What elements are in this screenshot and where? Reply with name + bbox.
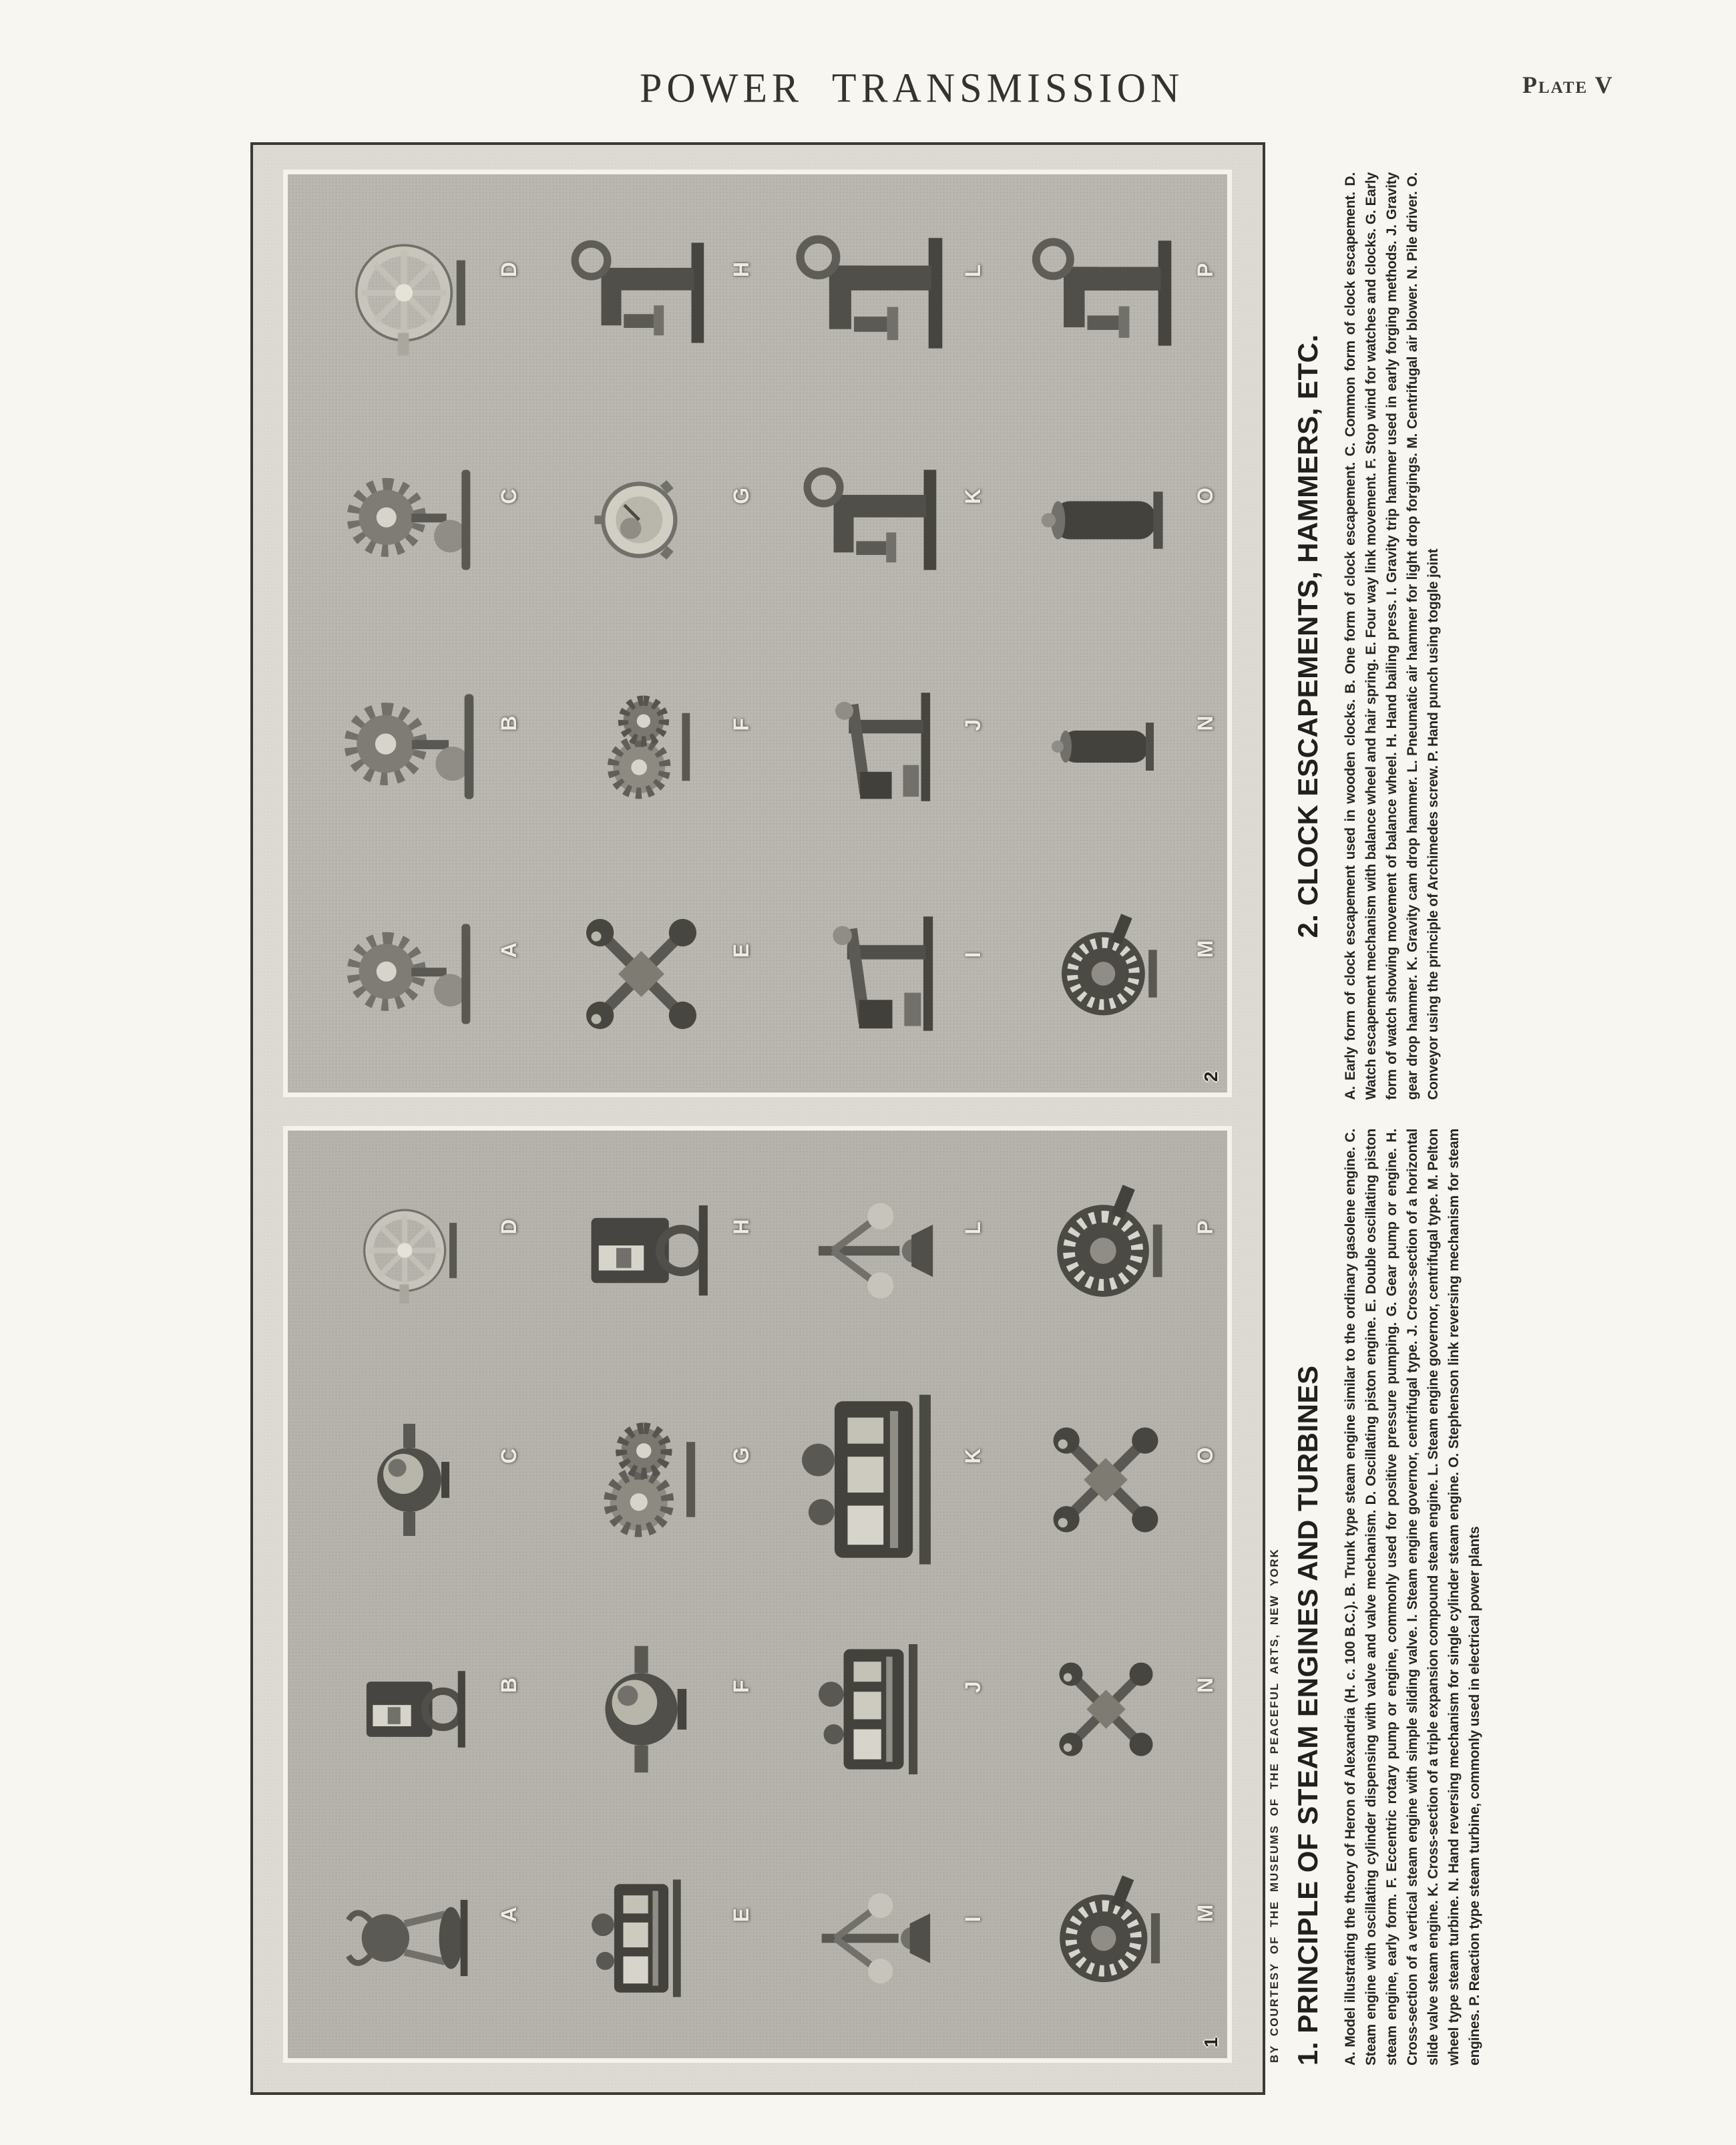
specimen-cell-1-N (990, 1595, 1222, 1824)
specimen-cell-2-J (758, 634, 990, 861)
press-frame-icon (1027, 214, 1184, 372)
turbine-wheel-icon (1031, 1863, 1181, 2013)
escapement-wheel-icon (334, 445, 484, 595)
rotary-pump-icon (574, 1641, 709, 1777)
specimen-cell-2-H (525, 180, 758, 407)
cylinder-icon (1046, 687, 1166, 807)
specimen-cell-2-I (758, 860, 990, 1087)
specimen-cell-2-P (990, 180, 1222, 407)
specimen-cell-2-A (293, 860, 525, 1087)
heron-engine-icon (338, 1867, 481, 2009)
specimen-letter: N (1193, 1678, 1217, 1694)
specimen-letter: A (496, 942, 521, 958)
specimen-cell-1-F (525, 1595, 758, 1824)
specimen-letter: O (1193, 1446, 1217, 1464)
specimen-cell-1-L (758, 1136, 990, 1365)
specimen-letter: B (496, 715, 521, 731)
specimen-grid-steam (293, 1136, 1222, 2053)
cylinder-icon (1034, 449, 1177, 592)
specimen-letter: P (1193, 262, 1217, 278)
specimen-cell-1-K (758, 1365, 990, 1594)
specimen-cell-2-C (293, 407, 525, 634)
section-1-caption: A. Model illustrating the theory of Heron of Alexandria (H. c. 100 B.C.). B. Trunk type steam engine similar to the ordinary gasolene engine. C. Steam engine with oscillating cylinder dispensing with valve and valve mechanism. D. Oscillating piston engine. E. Double oscillating piston steam engine, early form. F. Eccentric rotary pump or engine, commonly used for positive pressure pumping. G. Gear pump or engine. H. Cross-section of a vertical steam engine with simple sliding valve. I. Steam engine governor, centrifugal type. J. Cross-section of a horizontal slide valve steam engine. K. Cross-section of a triple expansion compound steam engine. L. Steam engine governor, centrifugal type. M. Pelton wheel type steam turbine. N. Hand reversing mechanism for single cylinder steam engine. O. Stephenson link reversing mechanism for steam engines. P. Reaction type steam turbine, commonly used in electrical power plants (1343, 1129, 1482, 2066)
horizontal-engine-icon (574, 1871, 709, 2006)
section-1-title: 1. PRINCIPLE OF STEAM ENGINES AND TURBINES (1292, 1365, 1323, 2066)
governor-icon (806, 1871, 941, 2006)
specimen-cell-1-G (525, 1365, 758, 1594)
horizontal-engine-icon (799, 1634, 949, 1784)
specimen-cell-2-L (758, 180, 990, 407)
escapement-wheel-icon (334, 899, 484, 1049)
plate-number-label: Plate V (1522, 71, 1614, 98)
balance-wheel-icon (334, 218, 484, 368)
specimen-letter: C (496, 1448, 521, 1464)
watch-movement-icon (578, 456, 705, 584)
specimen-cell-1-J (758, 1595, 990, 1824)
specimen-cell-1-D (293, 1136, 525, 1365)
vertical-engine-icon (566, 1175, 716, 1326)
specimen-letter: C (496, 488, 521, 504)
specimen-letter: G (728, 1446, 753, 1464)
specimen-cell-2-E (525, 860, 758, 1087)
section-2-caption: A. Early form of clock escapement used in wooden clocks. B. One form of clock escapement. C. Common form of clock escapement. D. Watch escapement mechanism with balance wheel and hair spring. E. Four way link movement. F. Stop wind for watches and clocks. G. Early form of watch showing movement of balance wheel. H. Hand bailing press. I. Gravity trip hammer used in early forging methods. J. Gravity gear drop hammer. K. Gravity cam drop hammer. L. Pneumatic air hammer for light drop forgings. M. Centrifugal air blower. N. Pile driver. O. Conveyor using the principle of Archimedes screw. P. Hand punch using toggle joint (1343, 172, 1441, 1100)
specimen-cell-2-K (758, 407, 990, 634)
specimen-cell-2-O (990, 407, 1222, 634)
specimen-letter: H (728, 1219, 753, 1235)
specimen-cell-2-N (990, 634, 1222, 861)
specimen-letter: K (961, 488, 986, 504)
specimen-cell-2-F (525, 634, 758, 861)
specimen-cell-1-O (990, 1365, 1222, 1594)
specimen-letter: K (961, 1448, 986, 1464)
rotated-plate (250, 142, 1546, 2095)
specimen-cell-2-B (293, 634, 525, 861)
specimen-letter: D (496, 1219, 521, 1235)
specimen-letter: J (961, 719, 986, 731)
specimen-letter: L (961, 264, 986, 278)
specimen-letter: B (496, 1678, 521, 1694)
section-2-title: 2. CLOCK ESCAPEMENTS, HAMMERS, ETC. (1292, 334, 1323, 938)
section-steam-engines (1292, 1129, 1499, 2066)
specimen-letter: F (728, 718, 753, 731)
specimen-cell-1-C (293, 1365, 525, 1594)
specimen-cell-1-E (525, 1824, 758, 2053)
governor-icon (802, 1179, 945, 1322)
specimen-letter: E (728, 944, 753, 958)
specimen-letter: O (1193, 487, 1217, 504)
specimen-grid-clocks (293, 180, 1222, 1087)
rotary-pump-icon (349, 1420, 469, 1540)
specimen-cell-1-M (990, 1824, 1222, 2053)
press-frame-icon (791, 210, 956, 376)
linkage-icon (566, 899, 716, 1049)
linkage-icon (1042, 1645, 1170, 1773)
specimen-letter: E (728, 1908, 753, 1923)
specimen-letter: G (728, 487, 753, 504)
gear-pair-icon (566, 1404, 716, 1555)
press-frame-icon (566, 218, 716, 368)
specimen-cell-2-D (293, 180, 525, 407)
vertical-engine-icon (345, 1645, 473, 1773)
specimen-cell-2-G (525, 407, 758, 634)
trip-hammer-icon (802, 902, 945, 1045)
specimen-letter: F (728, 1680, 753, 1694)
turbine-wheel-icon (1034, 902, 1177, 1045)
turbine-wheel-icon (1027, 1172, 1184, 1330)
specimen-cell-1-A (293, 1824, 525, 2053)
specimen-cell-1-H (525, 1136, 758, 1365)
press-frame-icon (799, 445, 949, 595)
gear-pair-icon (574, 679, 709, 815)
specimen-letter: N (1193, 715, 1217, 731)
specimen-letter: I (961, 1916, 986, 1923)
specimen-cell-1-B (293, 1595, 525, 1824)
courtesy-line: BY COURTESY OF THE MUSEUMS OF THE PEACEFUL ARTS, NEW YORK (1268, 1548, 1281, 2063)
section-clock-escapements (1292, 172, 1458, 1100)
specimen-letter: L (961, 1221, 986, 1235)
specimen-cell-1-P (990, 1136, 1222, 1365)
specimen-letter: M (1193, 1904, 1217, 1923)
balance-wheel-icon (345, 1187, 473, 1314)
specimen-cell-1-I (758, 1824, 990, 2053)
panel-number-2: 2 (1201, 1071, 1221, 1082)
trip-hammer-icon (806, 679, 941, 815)
specimen-letter: J (961, 1681, 986, 1694)
panel-number-1: 1 (1201, 2037, 1221, 2048)
specimen-letter: D (496, 261, 521, 278)
specimen-cell-2-M (990, 860, 1222, 1087)
specimen-letter: H (728, 261, 753, 278)
specimen-letter: M (1193, 940, 1217, 958)
plate-border-box (250, 142, 1265, 2095)
specimen-letter: I (961, 952, 986, 958)
linkage-icon (1034, 1408, 1177, 1551)
page-title: POWER TRANSMISSION (640, 65, 1184, 112)
escapement-wheel-icon (331, 668, 488, 825)
photo-panel-clock-escapements (283, 170, 1232, 1097)
specimen-letter: P (1193, 1220, 1217, 1235)
photo-panel-steam-engines (283, 1126, 1232, 2063)
horizontal-engine-icon (776, 1382, 971, 1577)
specimen-letter: A (496, 1907, 521, 1923)
